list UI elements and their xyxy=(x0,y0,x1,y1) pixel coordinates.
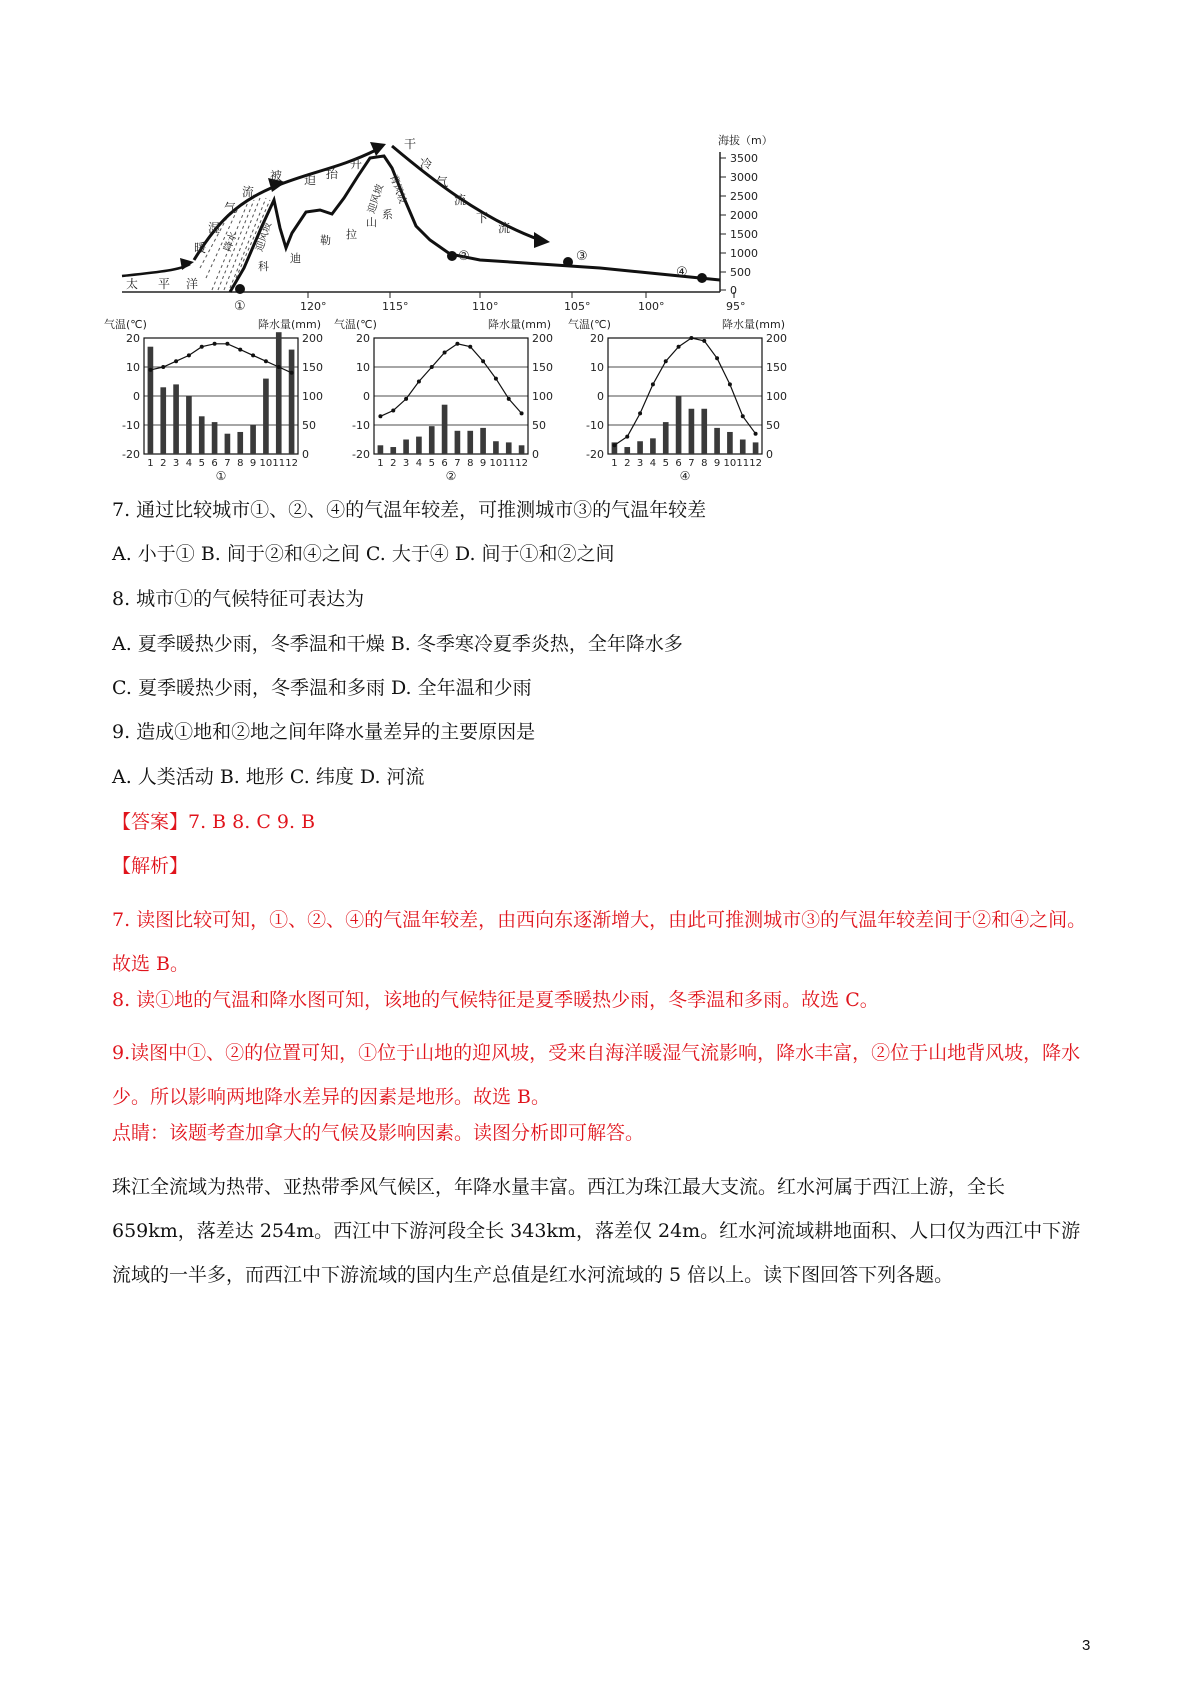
windward-label-1: 迎风坡 xyxy=(254,220,275,253)
analysis-7: 7. 读图比较可知，①、②、④的气温年较差，由西向东逐渐增大，由此可推测城市③的气温年较差间于②和④之间。故选 B。 xyxy=(112,909,1087,975)
terrain-profile xyxy=(122,133,773,314)
month-label: 11 xyxy=(272,458,286,469)
month-label: 4 xyxy=(185,458,193,469)
point-label: ④ xyxy=(676,265,688,280)
month-label: 4 xyxy=(649,458,657,469)
precip-axis-label: 降水量(mm) xyxy=(722,318,786,331)
month-label: 6 xyxy=(675,458,682,469)
dry-flow-char: 下 xyxy=(476,211,489,225)
longitude-label: 110° xyxy=(472,300,499,313)
month-label: 1 xyxy=(377,458,384,469)
precip-bar xyxy=(637,441,643,454)
month-label: 7 xyxy=(454,458,461,469)
cordillera-char: 勒 xyxy=(320,234,331,247)
precip-tick-label: 200 xyxy=(302,332,323,345)
precip-bar xyxy=(701,409,707,454)
temp-tick-label: 10 xyxy=(356,361,370,374)
longitude-label: 100° xyxy=(638,300,665,313)
temp-axis-label: 气温(℃) xyxy=(334,318,377,331)
cordillera-char: 系 xyxy=(382,208,393,221)
dry-flow-char: 冷 xyxy=(420,157,433,171)
climate-chart-1 xyxy=(104,317,323,483)
temp-tick-label: -10 xyxy=(586,419,604,432)
precip-bar xyxy=(727,432,733,454)
warm-flow-char: 暖 xyxy=(194,241,207,255)
precip-tick-label: 200 xyxy=(766,332,787,345)
precip-axis-label: 降水量(mm) xyxy=(258,318,322,331)
temp-axis-label: 气温(℃) xyxy=(104,318,147,331)
month-label: 5 xyxy=(662,458,669,469)
temperature-point xyxy=(741,414,745,418)
elevation-axis-label: 海拔（m） xyxy=(718,134,773,147)
temperature-point xyxy=(728,382,732,386)
month-label: 4 xyxy=(415,458,423,469)
analysis-title: 【解析】 xyxy=(112,855,189,877)
precip-tick-label: 0 xyxy=(532,448,539,461)
precip-bar xyxy=(519,445,525,454)
question-9-options: A. 人类活动 B. 地形 C. 纬度 D. 河流 xyxy=(112,766,425,788)
precip-tick-label: 0 xyxy=(302,448,309,461)
precip-bar xyxy=(390,447,396,454)
temperature-point xyxy=(225,342,229,346)
uplift-arrowhead xyxy=(370,142,386,156)
precip-bar xyxy=(480,428,486,454)
temp-tick-label: -10 xyxy=(122,419,140,432)
month-label: 2 xyxy=(390,458,397,469)
cordillera-char: 科 xyxy=(258,260,269,273)
temp-tick-label: 0 xyxy=(133,390,140,403)
temperature-point xyxy=(455,342,459,346)
question-7-options: A. 小于① B. 间于②和④之间 C. 大于④ D. 间于①和②之间 xyxy=(112,543,615,565)
precip-tick-label: 0 xyxy=(766,448,773,461)
precip-bar xyxy=(186,396,192,454)
analysis-8: 8. 读①地的气温和降水图可知，该地的气候特征是夏季暖热少雨，冬季温和多雨。故选 C。 xyxy=(112,989,879,1011)
month-label: 11 xyxy=(736,458,750,469)
month-label: 12 xyxy=(749,458,762,469)
precip-tick-label: 50 xyxy=(532,419,546,432)
temperature-point xyxy=(238,348,242,352)
temperature-line xyxy=(614,338,755,445)
page-number: 3 xyxy=(1082,1637,1091,1654)
question-8-options-cd: C. 夏季暖热少雨，冬季温和多雨 D. 全年温和少雨 xyxy=(112,677,532,699)
climate-chart-2 xyxy=(334,317,553,483)
question-7-stem: 7. 通过比较城市①、②、④的气温年较差，可推测城市③的气温年较差 xyxy=(112,499,707,521)
question-8-stem: 8. 城市①的气候特征可表达为 xyxy=(112,588,365,610)
temperature-point xyxy=(148,368,152,372)
month-label: 8 xyxy=(467,458,474,469)
ocean-label-char: 平 xyxy=(158,277,171,291)
temp-tick-label: 0 xyxy=(363,390,370,403)
precip-bar xyxy=(160,387,166,454)
dry-flow-char: 干 xyxy=(404,137,417,151)
precip-tick-label: 200 xyxy=(532,332,553,345)
month-label: 3 xyxy=(636,458,644,469)
month-label: 5 xyxy=(198,458,205,469)
temp-tick-label: 0 xyxy=(597,390,604,403)
warm-flow-char: 流 xyxy=(242,185,255,199)
temperature-point xyxy=(468,345,472,349)
precip-tick-label: 50 xyxy=(766,419,780,432)
dry-flow-char: 流 xyxy=(454,193,467,207)
temperature-point xyxy=(264,359,268,363)
precip-bar xyxy=(676,396,682,454)
temperature-point xyxy=(677,345,681,349)
month-label: 2 xyxy=(160,458,167,469)
temperature-point xyxy=(417,380,421,384)
precip-bar xyxy=(250,425,256,454)
temperature-point xyxy=(200,345,204,349)
month-label: 7 xyxy=(688,458,695,469)
precip-tick-label: 150 xyxy=(532,361,553,374)
temperature-point xyxy=(754,432,758,436)
precip-bar xyxy=(212,422,218,454)
temperature-point xyxy=(689,336,693,340)
month-label: 10 xyxy=(489,458,503,469)
precip-tick-label: 100 xyxy=(766,390,787,403)
month-label: 2 xyxy=(624,458,631,469)
passage-text: 珠江全流域为热带、亚热带季风气候区，年降水量丰富。西江为珠江最大支流。红水河属于西江上游，全长 659km，落差达 254m。西江中下游河段全长 343km，落差仅 24m。红水河流域耕地面积、人口仅为西江中下游流域的一半多，而西江中下游流域的国内生产总值是红水河流域的 5 倍以上。读下图回答下列各题。 xyxy=(112,1176,1081,1286)
point-label: ① xyxy=(234,299,246,314)
temperature-point xyxy=(290,371,294,375)
longitude-label: 95° xyxy=(726,300,746,313)
temp-tick-label: 20 xyxy=(356,332,370,345)
temperature-point xyxy=(277,365,281,369)
climate-chart-3 xyxy=(568,317,787,483)
month-label: 10 xyxy=(259,458,273,469)
cordillera-char: 山 xyxy=(366,216,377,229)
temperature-point xyxy=(404,397,408,401)
elevation-tick-label: 3000 xyxy=(730,171,758,184)
precip-tick-label: 100 xyxy=(532,390,553,403)
month-label: 8 xyxy=(701,458,708,469)
temp-tick-label: -20 xyxy=(586,448,604,461)
month-label: 9 xyxy=(249,458,257,469)
dry-flow-char: 气 xyxy=(436,175,449,189)
temp-tick-label: -10 xyxy=(352,419,370,432)
month-label: 3 xyxy=(172,458,180,469)
longitude-label: 105° xyxy=(564,300,591,313)
point-2-marker xyxy=(447,251,457,261)
temperature-point xyxy=(625,435,629,439)
precip-bar xyxy=(689,409,695,454)
precip-bar xyxy=(663,422,669,454)
temperature-point xyxy=(481,359,485,363)
warm-flow-char: 被 xyxy=(270,169,283,183)
precip-bar xyxy=(624,447,630,454)
month-label: 1 xyxy=(147,458,154,469)
precip-bar xyxy=(403,440,409,455)
temp-tick-label: 20 xyxy=(126,332,140,345)
analysis-tip: 点睛：该题考查加拿大的气候及影响因素。读图分析即可解答。 xyxy=(112,1122,645,1144)
question-8-options-ab: A. 夏季暖热少雨，冬季温和干燥 B. 冬季寒冷夏季炎热，全年降水多 xyxy=(112,633,683,655)
warm-flow-char: 升 xyxy=(350,157,363,171)
point-label: ③ xyxy=(576,249,588,264)
month-label: 7 xyxy=(224,458,231,469)
warm-flow-char: 气 xyxy=(224,201,237,215)
temperature-line xyxy=(380,344,521,417)
temperature-point xyxy=(430,365,434,369)
temperature-point xyxy=(715,356,719,360)
precip-bar xyxy=(173,384,179,454)
chart-caption: ④ xyxy=(679,469,691,483)
temperature-point xyxy=(702,339,706,343)
analysis-9: 9.读图中①、②的位置可知，①位于山地的迎风坡，受来自海洋暖湿气流影响，降水丰富，②位于山地背风坡，降水少。所以影响两地降水差异的因素是地形。故选 B。 xyxy=(112,1042,1081,1108)
precip-bar xyxy=(289,350,295,454)
month-label: 12 xyxy=(515,458,528,469)
ocean-label-char: 太 xyxy=(126,277,139,291)
answer-line: 【答案】7. B 8. C 9. B xyxy=(112,811,316,833)
precip-bar xyxy=(506,442,512,454)
precip-bar xyxy=(199,416,205,454)
temperature-point xyxy=(391,409,395,413)
month-label: 6 xyxy=(211,458,218,469)
point-1-marker xyxy=(235,284,245,294)
figure-svg xyxy=(104,128,820,520)
temperature-point xyxy=(251,353,255,357)
temperature-point xyxy=(213,342,217,346)
precip-bar xyxy=(442,405,448,454)
month-label: 5 xyxy=(428,458,435,469)
climate-charts xyxy=(104,317,787,483)
precip-bar xyxy=(740,440,746,455)
precip-bar xyxy=(429,426,435,454)
temperature-point xyxy=(187,353,191,357)
question-9-stem: 9. 造成①地和②地之间年降水量差异的主要原因是 xyxy=(112,721,536,743)
precip-bar xyxy=(225,434,231,454)
warm-flow-char: 抬 xyxy=(326,167,339,181)
temperature-point xyxy=(161,365,165,369)
point-4-marker xyxy=(697,273,707,283)
temperature-point xyxy=(494,377,498,381)
temperature-point xyxy=(612,443,616,447)
precip-bar xyxy=(276,332,282,454)
temp-axis-label: 气温(℃) xyxy=(568,318,611,331)
elevation-tick-label: 1000 xyxy=(730,247,758,260)
temp-tick-label: 10 xyxy=(590,361,604,374)
leeward-label: 背风坡 xyxy=(387,173,408,206)
precip-bar xyxy=(416,437,422,454)
elevation-tick-label: 0 xyxy=(730,284,737,297)
chart-caption: ① xyxy=(215,469,227,483)
ocean-air-arrow xyxy=(122,264,190,276)
temperature-point xyxy=(507,397,511,401)
temperature-point xyxy=(664,359,668,363)
precip-bar xyxy=(263,379,269,454)
temperature-point xyxy=(638,411,642,415)
precip-bar xyxy=(753,442,759,454)
point-label: ② xyxy=(458,249,470,264)
precip-bar xyxy=(650,438,656,454)
month-label: 9 xyxy=(713,458,721,469)
warm-flow-char: 迫 xyxy=(304,173,317,187)
temperature-point xyxy=(443,351,447,355)
precip-bar xyxy=(455,431,461,454)
temp-tick-label: -20 xyxy=(352,448,370,461)
longitude-label: 120° xyxy=(300,300,327,313)
elevation-tick-label: 2500 xyxy=(730,190,758,203)
temp-tick-label: -20 xyxy=(122,448,140,461)
elevation-tick-label: 1500 xyxy=(730,228,758,241)
temp-tick-label: 10 xyxy=(126,361,140,374)
precip-tick-label: 150 xyxy=(302,361,323,374)
month-label: 11 xyxy=(502,458,516,469)
temperature-point xyxy=(520,411,524,415)
point-3-marker xyxy=(563,257,573,267)
precip-bar xyxy=(237,432,243,454)
windward-label-2: 迎风坡 xyxy=(366,182,387,215)
month-label: 12 xyxy=(285,458,298,469)
month-label: 6 xyxy=(441,458,448,469)
temperature-point xyxy=(378,414,382,418)
cordillera-char: 拉 xyxy=(346,228,357,241)
month-label: 1 xyxy=(611,458,618,469)
temperature-point xyxy=(651,382,655,386)
precip-bar xyxy=(378,445,384,454)
ocean-label-char: 洋 xyxy=(186,277,199,291)
precip-bar xyxy=(493,441,499,454)
warm-flow-char: 湿 xyxy=(208,221,221,235)
precip-axis-label: 降水量(mm) xyxy=(488,318,552,331)
precip-bar xyxy=(148,347,154,454)
month-label: 3 xyxy=(402,458,410,469)
temperature-line xyxy=(150,344,291,373)
month-label: 10 xyxy=(723,458,737,469)
elevation-tick-label: 3500 xyxy=(730,152,758,165)
precip-bar xyxy=(714,428,720,454)
precip-bar xyxy=(467,431,473,454)
precip-tick-label: 50 xyxy=(302,419,316,432)
elevation-tick-label: 2000 xyxy=(730,209,758,222)
chart-caption: ② xyxy=(445,469,457,483)
precip-tick-label: 100 xyxy=(302,390,323,403)
climate-figure xyxy=(104,128,820,520)
dry-flow-arrowhead xyxy=(534,232,550,248)
longitude-label: 115° xyxy=(382,300,409,313)
temp-tick-label: 20 xyxy=(590,332,604,345)
dry-flow-char: 流 xyxy=(498,221,511,235)
rain-label: 降水 xyxy=(222,230,240,254)
month-label: 9 xyxy=(479,458,487,469)
cordillera-char: 迪 xyxy=(290,252,301,265)
ocean-air-arrowhead xyxy=(180,258,194,270)
elevation-tick-label: 500 xyxy=(730,266,751,279)
precip-tick-label: 150 xyxy=(766,361,787,374)
temperature-point xyxy=(174,359,178,363)
month-label: 8 xyxy=(237,458,244,469)
